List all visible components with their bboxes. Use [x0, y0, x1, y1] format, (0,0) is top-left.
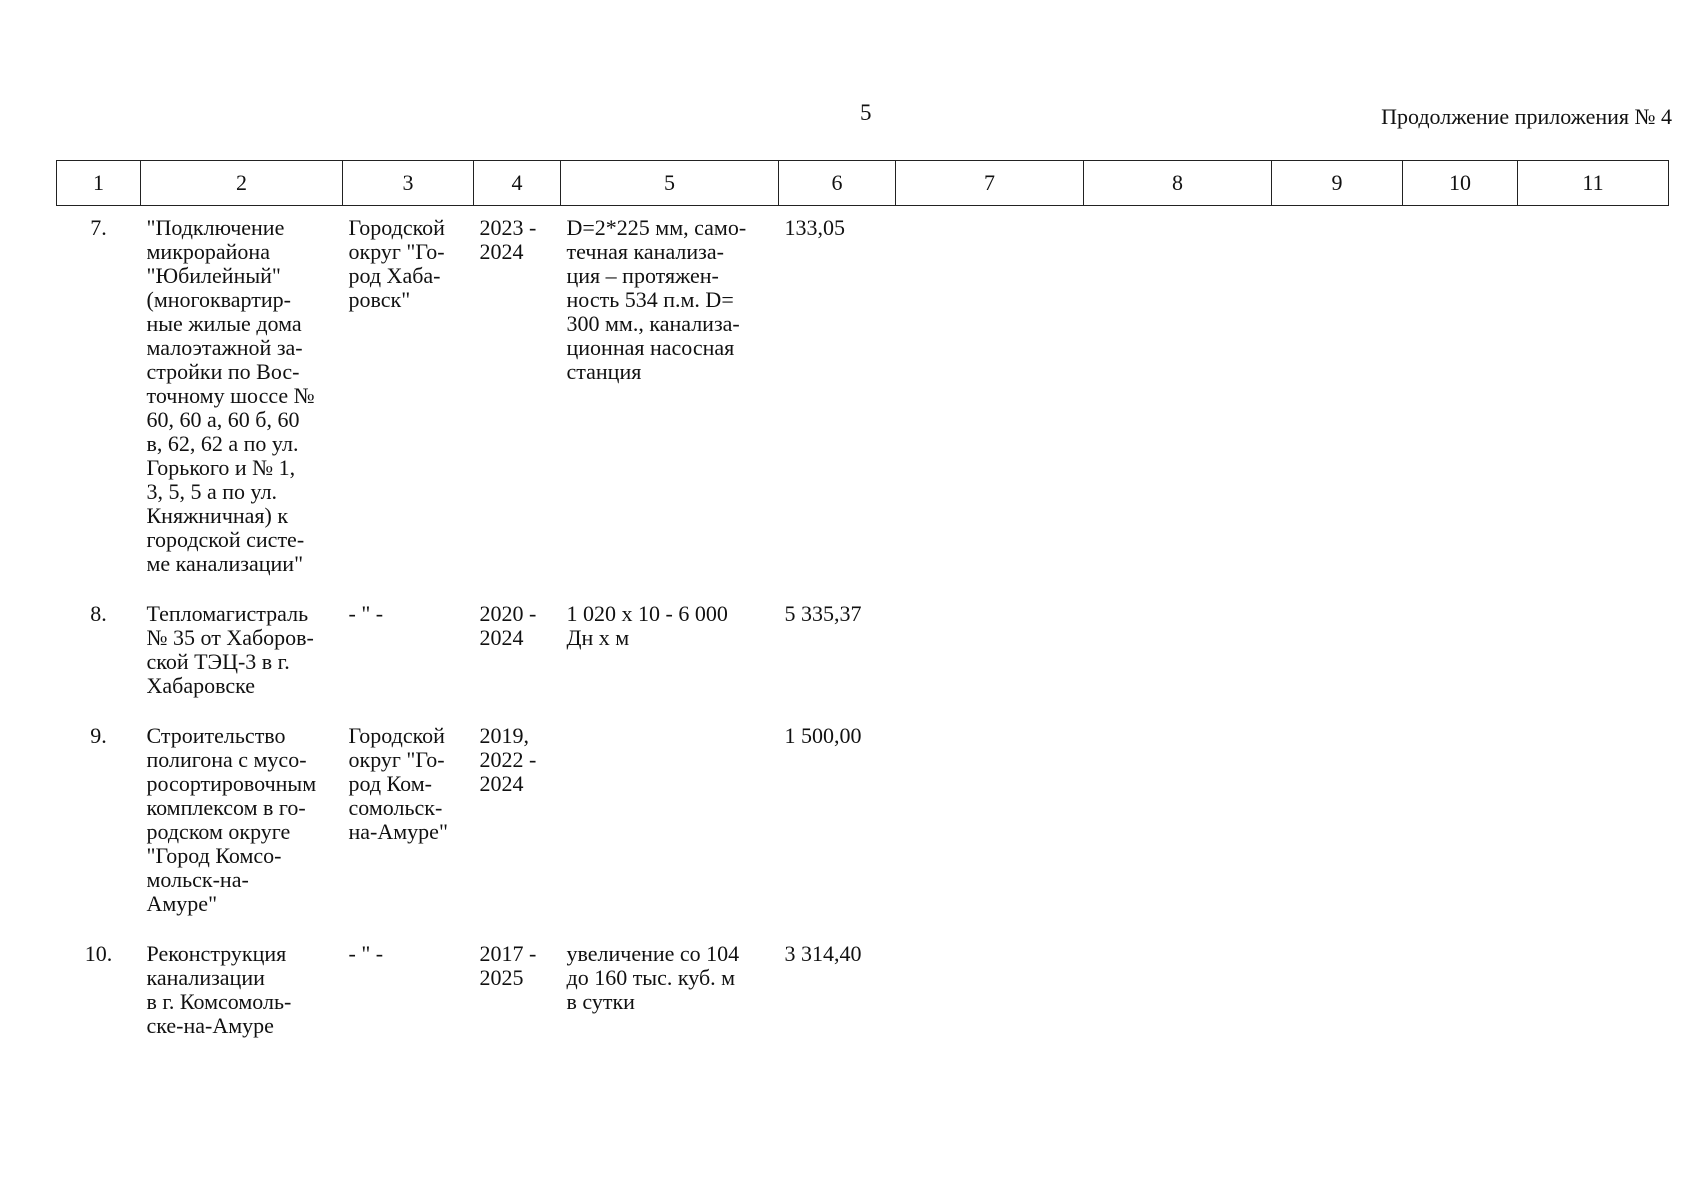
- column-header: 10: [1403, 161, 1518, 206]
- column-header: 2: [141, 161, 343, 206]
- table-row: [57, 724, 1669, 916]
- object-period: 2017 - 2025: [479, 941, 537, 990]
- object-cost: 5 335,37: [784, 601, 862, 626]
- object-params: 1 020 х 10 - 6 000 Дн х м: [566, 601, 728, 650]
- object-location: Городской округ "Го- род Ком- сомольск- на-Амуре": [348, 723, 448, 844]
- object-name: Строительство полигона с мусо- росортировочным комплексом в го- родском округе "Город Комсо- мольск-на- Амуре": [146, 723, 317, 916]
- object-params: D=2*225 мм, само- течная канализа- ция – протяжен- ность 534 п.м. D= 300 мм., канализа- ционная насосная станция: [566, 215, 747, 384]
- row-number: 7.: [90, 215, 107, 240]
- row-number: 8.: [90, 601, 107, 626]
- object-period: 2023 - 2024: [479, 215, 537, 264]
- column-header: 3: [343, 161, 474, 206]
- column-header: 11: [1518, 161, 1669, 206]
- column-header: 9: [1272, 161, 1403, 206]
- object-location: - " -: [348, 941, 384, 966]
- column-header: 8: [1084, 161, 1272, 206]
- object-period: 2019, 2022 - 2024: [479, 723, 537, 796]
- column-header: 6: [779, 161, 896, 206]
- column-header: 4: [474, 161, 561, 206]
- page-number: 5: [860, 100, 872, 125]
- object-cost: 3 314,40: [784, 941, 862, 966]
- table-row: [57, 602, 1669, 698]
- row-number: 10.: [84, 941, 113, 966]
- row-number: 9.: [90, 723, 107, 748]
- object-name: Тепломагистраль № 35 от Хаборов- ской ТЭЦ-3 в г. Хабаровске: [146, 601, 314, 698]
- object-cost: 1 500,00: [784, 723, 862, 748]
- object-location: Городской округ "Го- род Хаба- ровск": [348, 215, 445, 312]
- column-header: 5: [561, 161, 779, 206]
- data-table: [56, 160, 1669, 1038]
- column-header: 7: [896, 161, 1084, 206]
- object-cost: 133,05: [784, 215, 845, 240]
- object-name: "Подключение микрорайона "Юбилейный" (многоквартир- ные жилые дома малоэтажной за- стройки по Вос- точному шоссе № 60, 60 а, 60 б, 60 в, 62, 62 а по ул. Горького и № 1, 3, 5, 5 а по ул. Княжничная) к городской систе- ме канализации": [146, 215, 315, 576]
- object-name: Реконструкция канализации в г. Комсомоль- ске-на-Амуре: [146, 941, 292, 1038]
- object-params: [561, 724, 779, 916]
- appendix-title: Продолжение приложения № 4: [1381, 104, 1672, 129]
- column-header: 1: [57, 161, 141, 206]
- object-period: 2020 - 2024: [479, 601, 537, 650]
- table-row: [57, 216, 1669, 576]
- object-location: - " -: [348, 601, 384, 626]
- table-row: [57, 942, 1669, 1038]
- object-params: увеличение со 104 до 160 тыс. куб. м в сутки: [566, 941, 740, 1014]
- column-number-row: [57, 161, 1669, 206]
